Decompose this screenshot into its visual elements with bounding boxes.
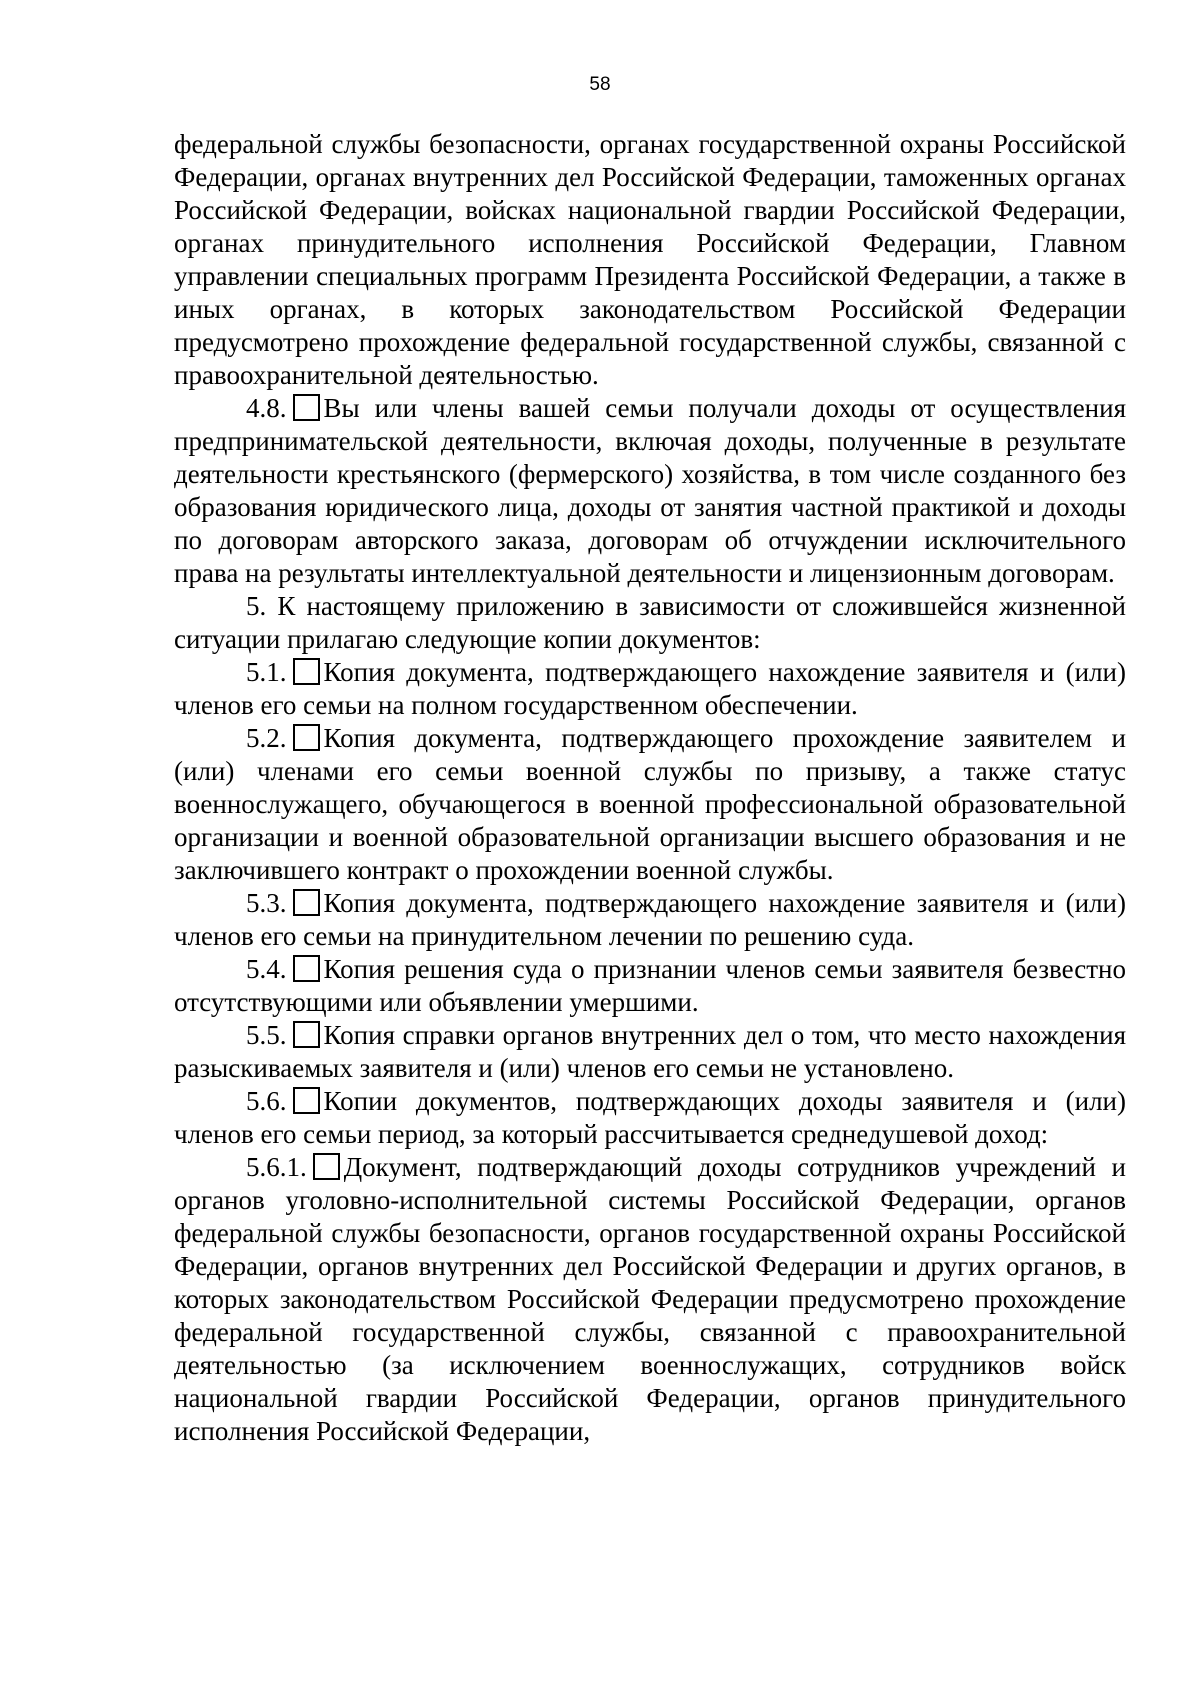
item-number: 5.4. [246,954,287,984]
checkbox[interactable] [293,889,320,916]
item-5-6-1 [174,1151,1126,1448]
item-text: Копия документа, подтверждающего нахождение заявителя и (или) членов его семьи на полном государственном обеспечении. [174,657,1126,720]
item-5-6 [174,1085,1126,1151]
item-text: Копии документов, подтверждающих доходы заявителя и (или) членов его семьи период, за который рассчитывается среднедушевой доход: [174,1086,1126,1149]
item-5 [174,590,1126,656]
checkbox[interactable] [293,955,320,982]
checkbox[interactable] [293,1021,320,1048]
item-text: Вы или члены вашей семьи получали доходы от осуществления предпринимательской деятельности, включая доходы, полученные в результате деятельности крестьянского (фермерского) хозяйства, в том числе созданного без образования юридического лица, доходы от занятия частной практикой и доходы по договорам авторского заказа, договорам об отчуждении исключительного права на результаты интеллектуальной деятельности и лицензионным договорам. [174,393,1126,588]
checkbox[interactable] [293,724,320,751]
item-text: К настоящему приложению в зависимости от сложившейся жизненной ситуации прилагаю следующие копии документов: [174,591,1127,654]
document-body [174,128,1126,1448]
item-number: 5.2. [246,723,287,753]
item-number: 5.5. [246,1020,287,1050]
item-text: Копия справки органов внутренних дел о том, что место нахождения разыскиваемых заявителя и (или) членов его семьи не установлено. [174,1020,1126,1083]
item-4-8 [174,392,1126,590]
item-5-5 [174,1019,1126,1085]
item-number: 5. [246,591,267,621]
item-5-2 [174,722,1126,887]
item-number: 4.8. [246,393,287,423]
item-number: 5.3. [246,888,287,918]
continuation-paragraph: федеральной службы безопасности, органах государственной охраны Российской Федерации, органах внутренних дел Российской Федерации, таможенных органах Российской Федерации, войсках национальной гвардии Российской Федерации, органах принудительного исполнения Российской Федерации, Главном управлении специальных программ Президента Российской Федерации, а также в иных органах, в которых законодательством Российской Федерации предусмотрено прохождение федеральной государственной службы, связанной с правоохранительной деятельностью. [174,129,1126,390]
item-text: Копия решения суда о признании членов семьи заявителя безвестно отсутствующими или объявлении умершими. [174,954,1126,1017]
item-5-3 [174,887,1126,953]
page-number: 58 [589,74,611,95]
item-number: 5.6. [246,1086,287,1116]
checkbox[interactable] [293,394,320,421]
checkbox[interactable] [313,1153,340,1180]
item-number: 5.6.1. [246,1152,307,1182]
item-text: Копия документа, подтверждающего нахождение заявителя и (или) членов его семьи на принудительном лечении по решению суда. [174,888,1126,951]
item-text: Копия документа, подтверждающего прохождение заявителем и (или) членами его семьи военной службы по призыву, а также статус военнослужащего, обучающегося в военной профессиональной образовательной организации и военной образовательной организации высшего образования и не заключившего контракт о прохождении военной службы. [174,723,1126,885]
checkbox[interactable] [293,1087,320,1114]
item-number: 5.1. [246,657,287,687]
checkbox[interactable] [293,658,320,685]
item-5-4 [174,953,1126,1019]
item-5-1 [174,656,1126,722]
item-text: Документ, подтверждающий доходы сотрудников учреждений и органов уголовно-исполнительной системы Российской Федерации, органов федеральной службы безопасности, органов государственной охраны Российской Федерации, органов внутренних дел Российской Федерации и других органов, в которых законодательством Российской Федерации предусмотрено прохождение федеральной государственной службы, связанной с правоохранительной деятельностью (за исключением военнослужащих, сотрудников войск национальной гвардии Российской Федерации, органов принудительного исполнения Российской Федерации, [174,1152,1126,1446]
